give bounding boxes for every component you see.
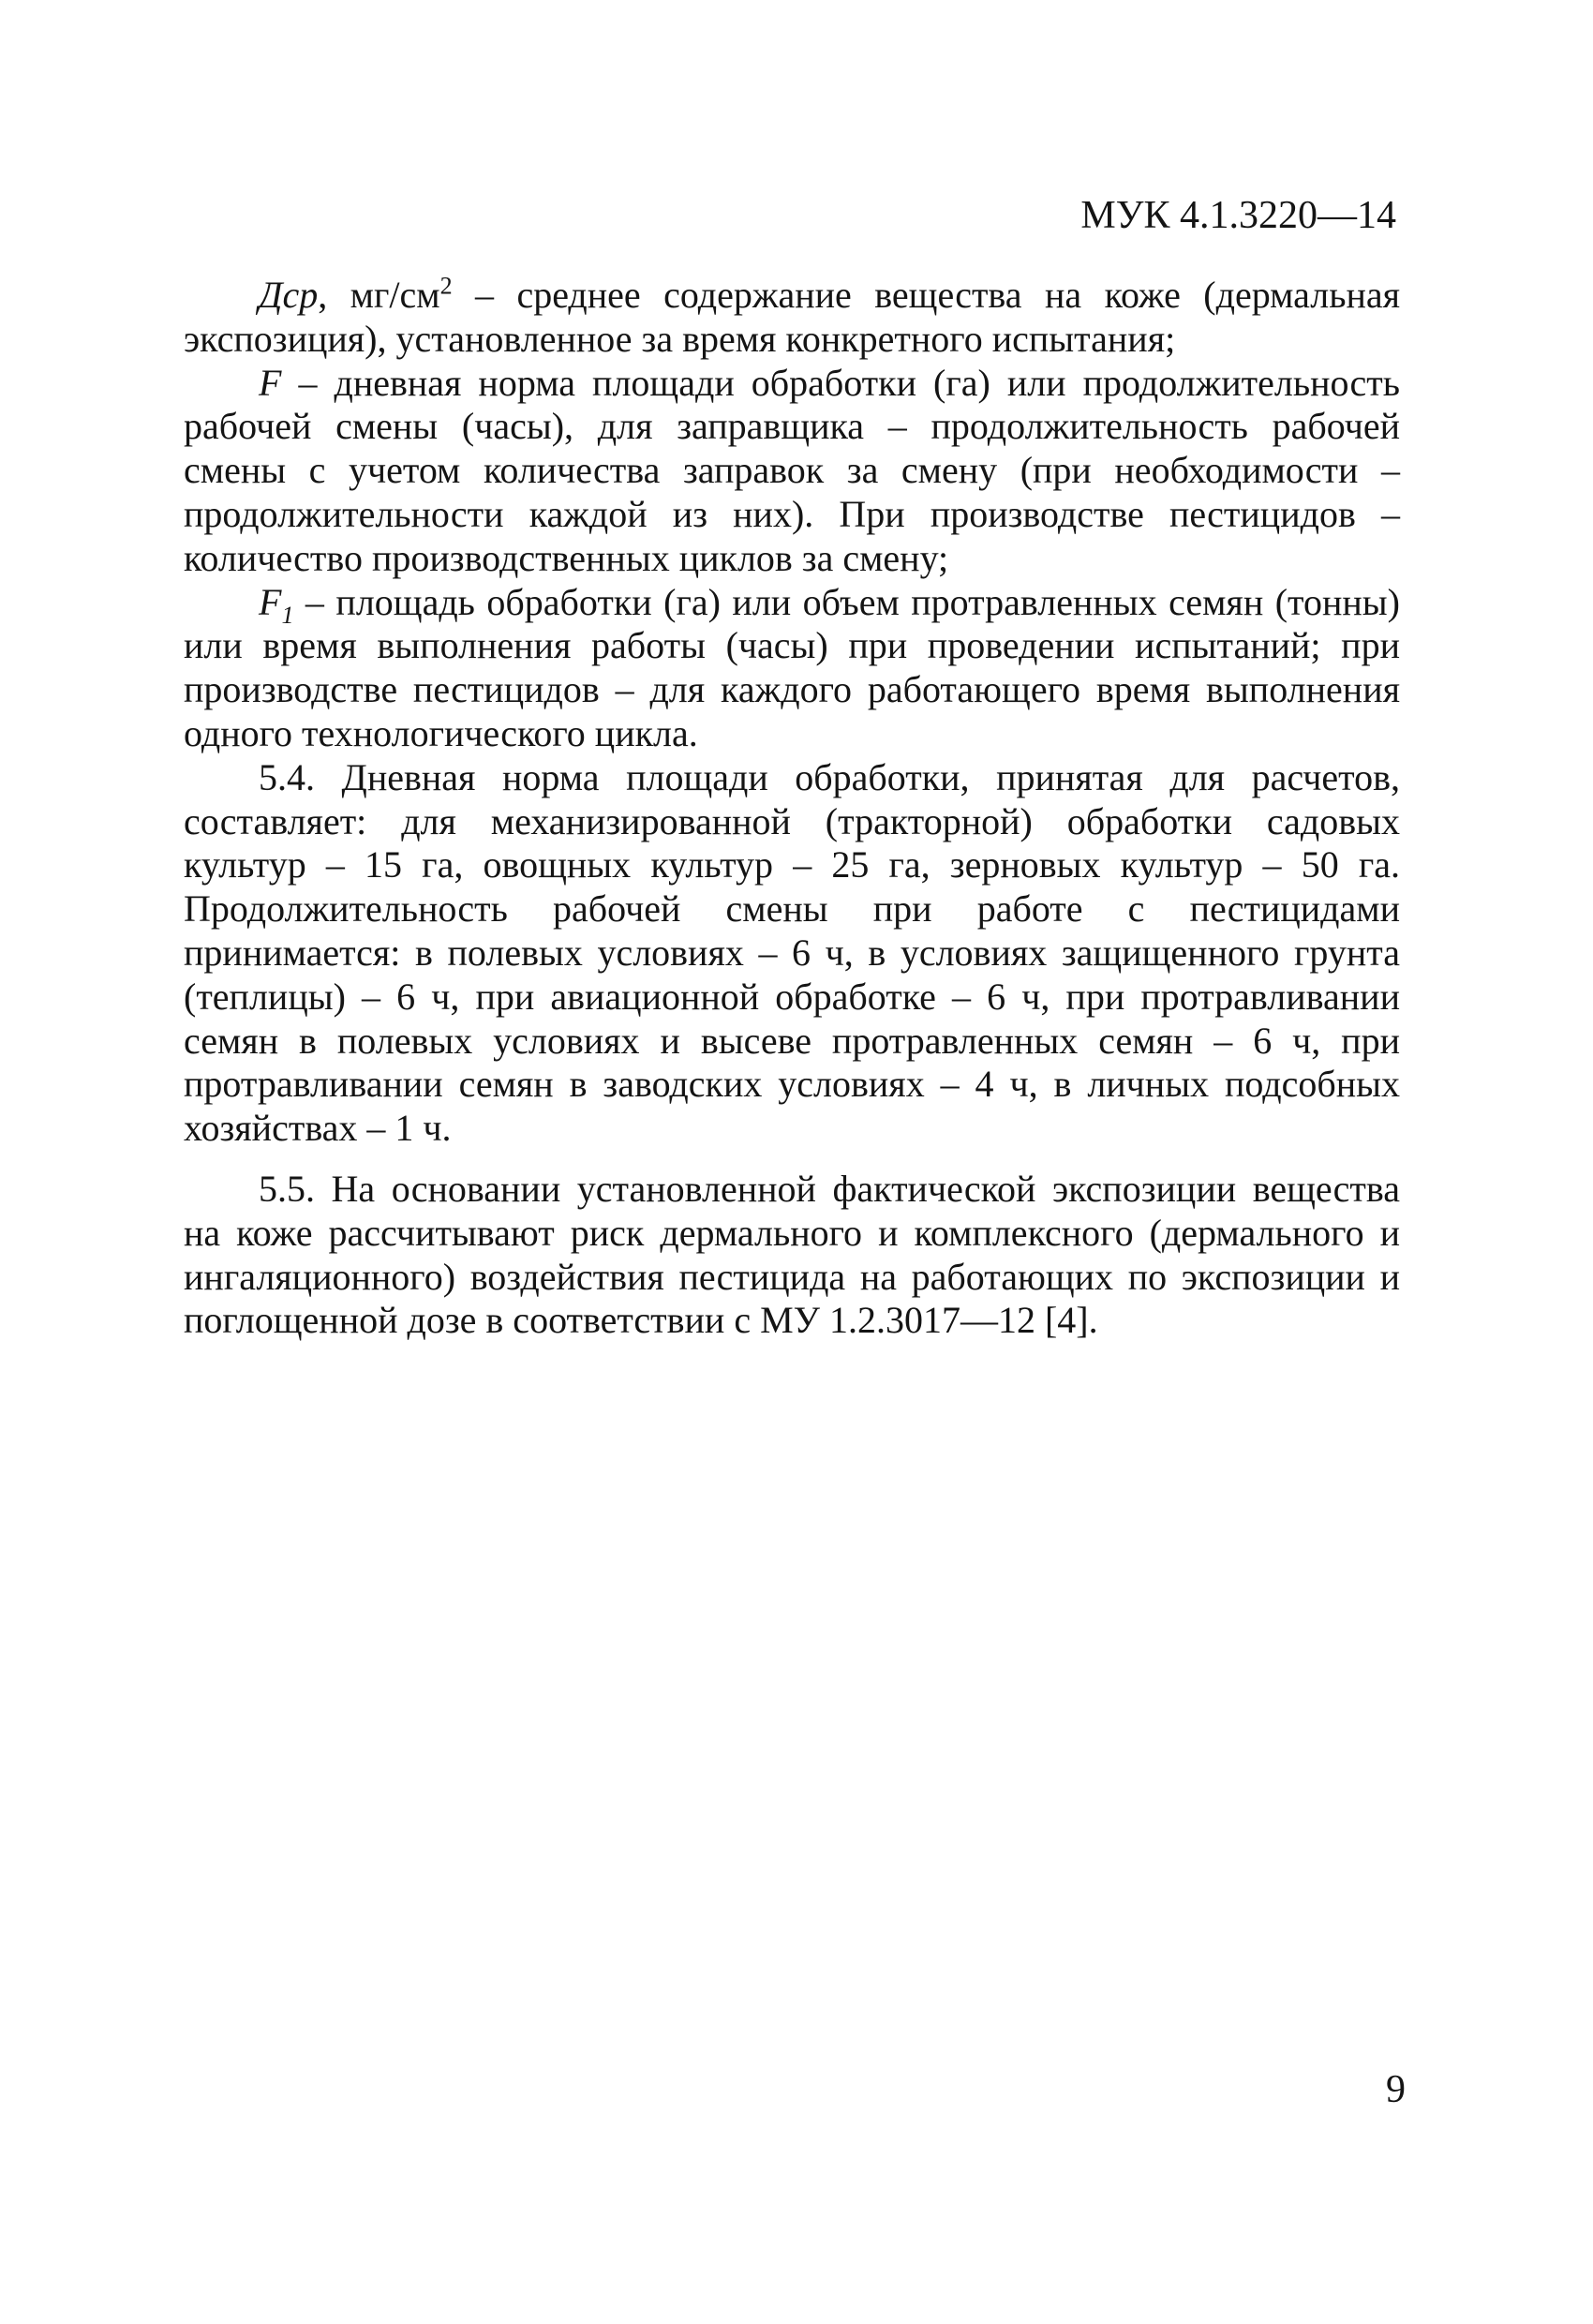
page-number: 9 (1386, 2068, 1406, 2111)
unit-dsr: мг/см (350, 274, 440, 316)
definition-dsr-text: – среднее содержание вещества на коже (дермальная экспозиция), установленное за время конкретного испытания; (184, 274, 1401, 360)
symbol-f1-subscript: 1 (281, 601, 294, 629)
unit-exponent: 2 (439, 272, 453, 300)
definition-f1-text: – площадь обработки (га) или объем протравленных семян (тонны) или время выполнения работы (часы) при проведении испытаний; при производстве пестицидов – для каждого работающего время выполнения одного технологического цикла. (184, 580, 1400, 754)
document-code: МУК 4.1.3220—14 (1080, 194, 1396, 237)
paragraph-5-4: 5.4. Дневная норма площади обработки, принятая для расчетов, составляет: для механизированной (тракторной) обработки садовых культур – 15 га, овощных культур – 25 га, зерновых культур – 50 га. Продолжительность рабочей смены при работе с пестицидами принимается: в полевых условиях – 6 ч, в условиях защищенного грунта (теплицы) – 6 ч, при авиационной обработке – 6 ч, при протравливании семян в полевых условиях и высеве протравленных семян – 6 ч, при протравливании семян в заводских условиях – 4 ч, в личных подсобных хозяйствах – 1 ч. (184, 755, 1400, 1150)
unit-separator: , (318, 274, 350, 316)
symbol-dsr: Дср (259, 274, 319, 316)
definition-dsr (184, 274, 1400, 362)
definition-f-text: – дневная норма площади обработки (га) или продолжительность рабочей смены (часы), для заправщика – продолжительность рабочей смены с учетом количества заправок за смену (при необходимости – продолжительности каждой из них). При производстве пестицидов – количество производственных циклов за смену; (184, 361, 1400, 579)
paragraph-5-5: 5.5. На основании установленной фактической экспозиции вещества на коже рассчитывают риск дермального и комплексного (дермального и ингаляционного) воздействия пестицида на работающих по экспозиции и поглощенной дозе в соответствии с МУ 1.2.3017—12 [4]. (184, 1167, 1400, 1342)
definition-f (184, 362, 1400, 581)
document-body (184, 274, 1400, 1343)
definition-f1 (184, 581, 1400, 756)
symbol-f1: F (259, 580, 282, 623)
symbol-f: F (259, 361, 282, 404)
